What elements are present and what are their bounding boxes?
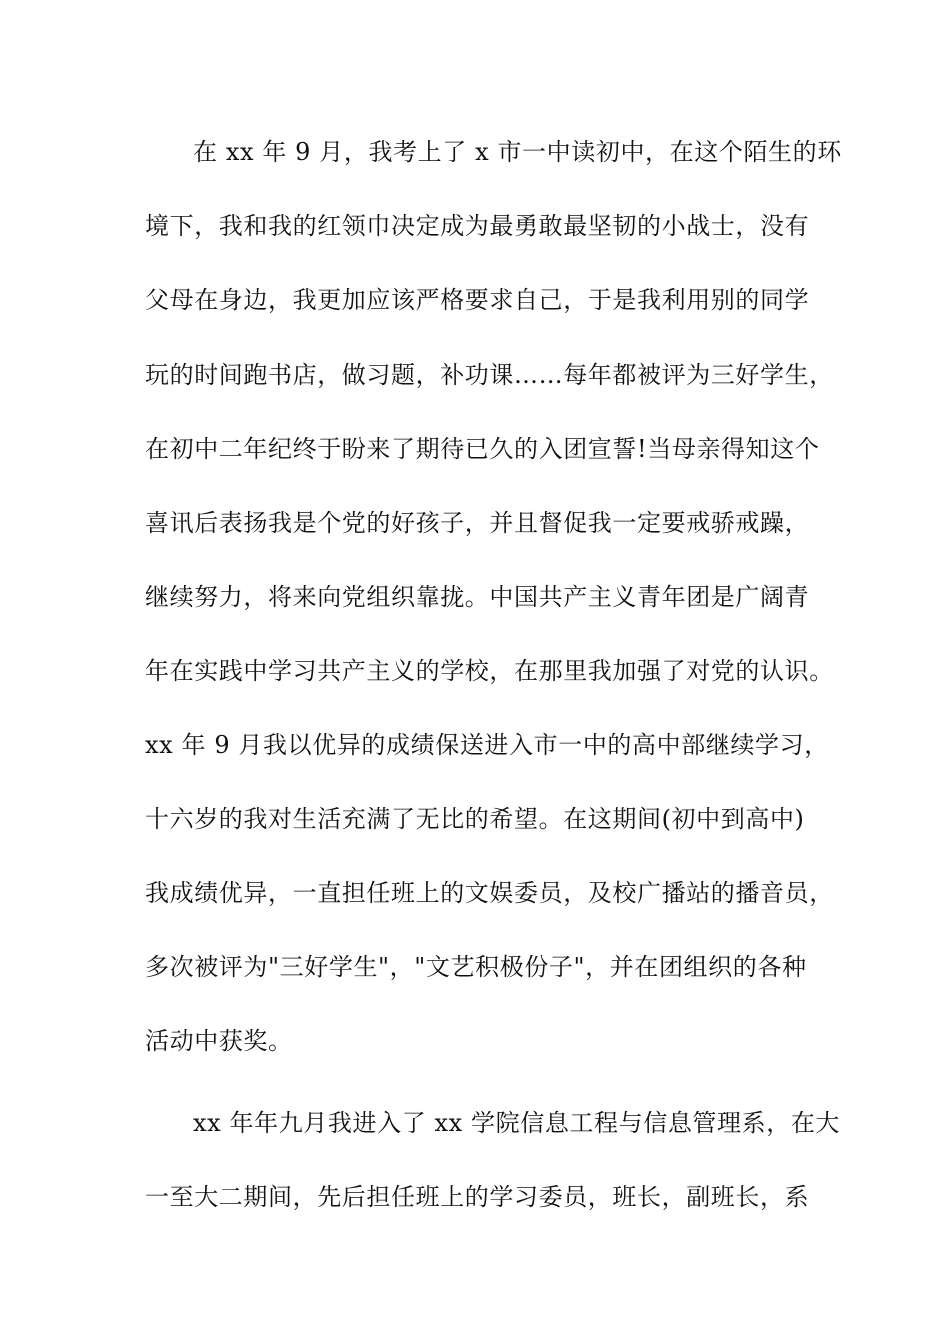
paragraph-2-line-2: 一至大二期间，先后担任班上的学习委员，班长，副班长，系 (145, 1183, 810, 1211)
paragraph-1-line-9: xx 年 9 月我以优异的成绩保送进入市一中的高中部继续学习， (145, 731, 829, 759)
paragraph-1-line-10: 十六岁的我对生活充满了无比的希望。在这期间(初中到高中) (145, 805, 805, 833)
paragraph-1-line-13: 活动中获奖。 (145, 1027, 293, 1055)
paragraph-1-line-1: 在 xx 年 9 月，我考上了 x 市一中读初中，在这个陌生的环 (193, 138, 842, 166)
paragraph-1-line-7: 继续努力，将来向党组织靠拢。中国共产主义青年团是广阔青 (145, 583, 810, 611)
paragraph-1-line-2: 境下，我和我的红领巾决定成为最勇敢最坚韧的小战士，没有 (145, 212, 810, 240)
paragraph-1-line-12: 多次被评为"三好学生"，"文艺积极份子"，并在团组织的各种 (145, 953, 807, 981)
paragraph-2-line-1: xx 年年九月我进入了 xx 学院信息工程与信息管理系，在大 (193, 1109, 841, 1137)
paragraph-1-line-4: 玩的时间跑书店，做习题，补功课……每年都被评为三好学生， (145, 361, 834, 389)
paragraph-1-line-5: 在初中二年纪终于盼来了期待已久的入团宣誓!当母亲得知这个 (145, 435, 820, 463)
paragraph-1-line-3: 父母在身边，我更加应该严格要求自己，于是我利用别的同学 (145, 286, 810, 314)
paragraph-1-line-8: 年在实践中学习共产主义的学校，在那里我加强了对党的认识。 (145, 657, 834, 685)
paragraph-1-line-6: 喜讯后表扬我是个党的好孩子，并且督促我一定要戒骄戒躁， (145, 509, 810, 537)
paragraph-1-line-11: 我成绩优异，一直担任班上的文娱委员，及校广播站的播音员， (145, 879, 834, 907)
